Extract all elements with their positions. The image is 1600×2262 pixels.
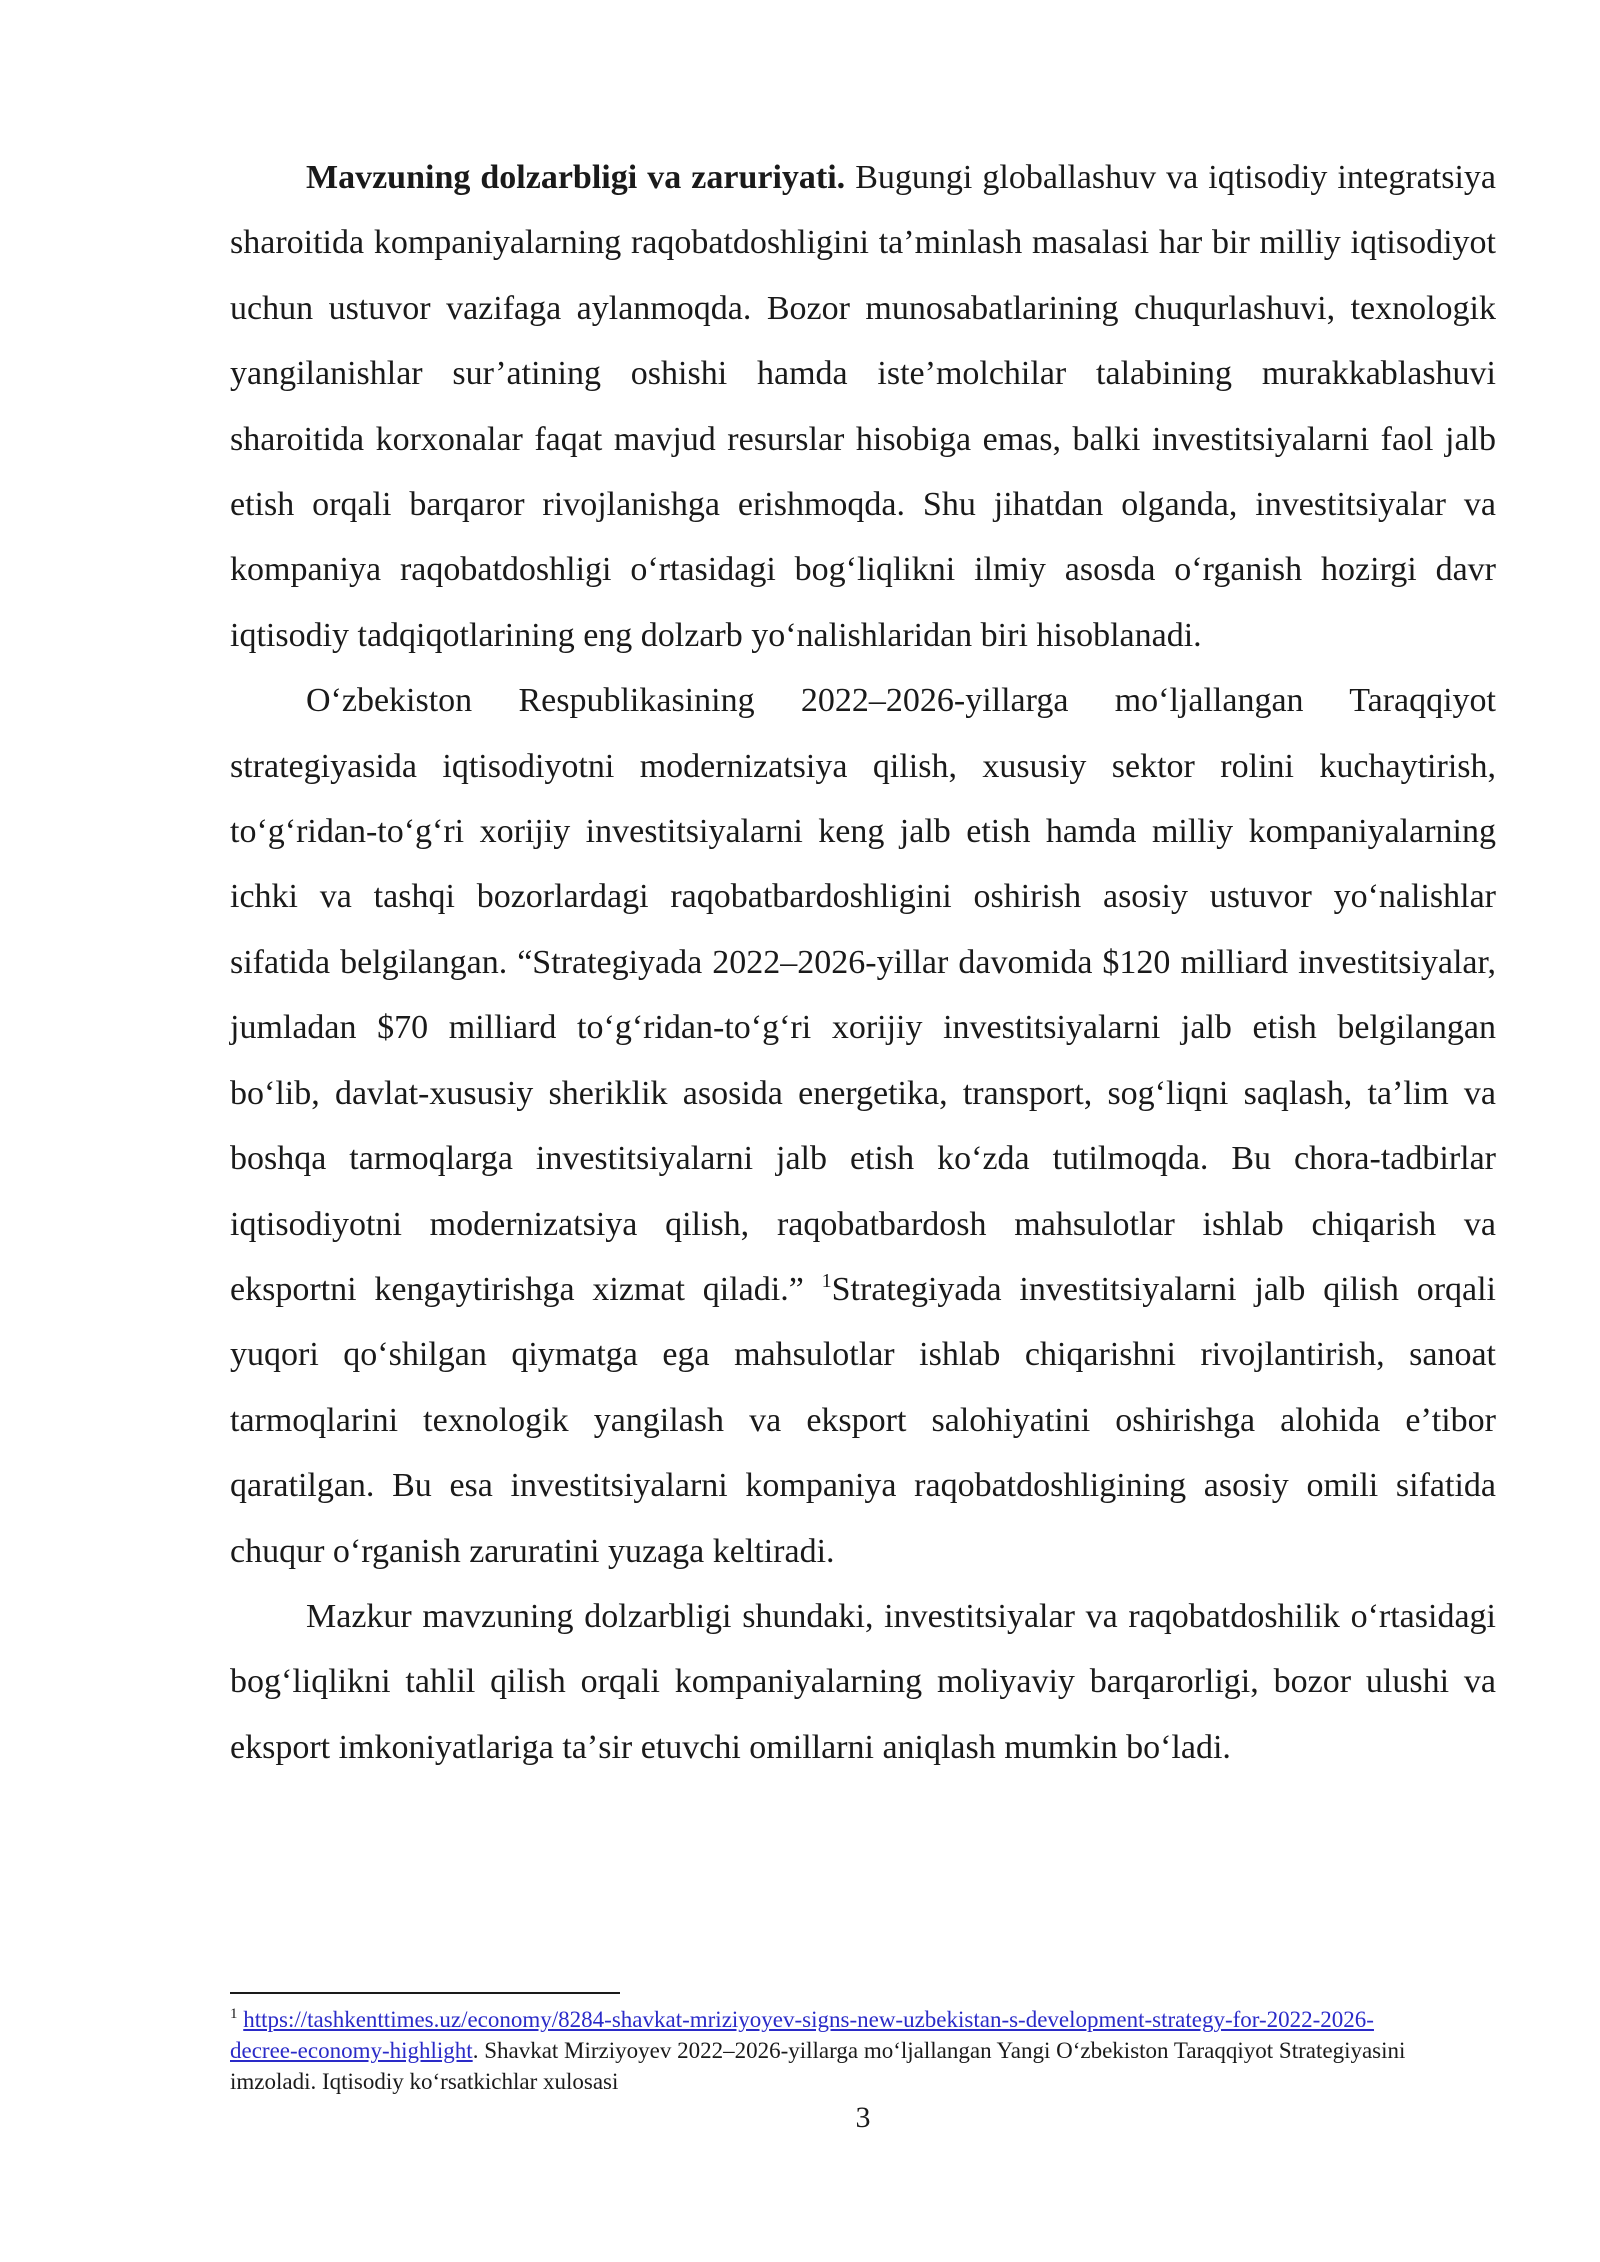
footnote-separator [230,1992,620,1994]
paragraph-text: Bugungi globallashuv va iqtisodiy integratsiya sharoitida kompaniyalarning raqobatdoshligini ta’minlash masalasi har bir milliy iqtisodiyot uchun ustuvor vazifaga aylanmoqda. Bozor munosabatlarining chuqurlashuvi, texnologik yangilanishlar sur’atining oshishi hamda iste’molchilar talabining murakkablashuvi sharoitida korxonalar faqat mavjud resurslar hisobiga emas, balki investitsiyalarni faol jalb etish orqali barqaror rivojlanishga erishmoqda. Shu jihatdan olganda, investitsiyalar va kompaniya raqobatdoshligi oʻrtasidagi bogʻliqlikni ilmiy asosda oʻrganish hozirgi davr iqtisodiy tadqiqotlarining eng dolzarb yoʻnalishlaridan biri hisoblanadi. [230,159,1496,654]
paragraph-conclusion [230,1584,1496,1780]
paragraph-text: Strategiyada investitsiyalarni jalb qilish orqali yuqori qoʻshilgan qiymatga ega mahsulotlar ishlab chiqarishni rivojlantirish, sanoat tarmoqlarini texnologik yangilash va eksport salohiyatini oshirishga alohida eʼtibor qaratilgan. Bu esa investitsiyalarni kompaniya raqobatdoshligining asosiy omili sifatida chuqur oʻrganish zaruratini yuzaga keltiradi. [230,1270,1496,1570]
footnote-reference[interactable]: 1 [821,1269,832,1292]
footnote-source-link[interactable]: https://tashkenttimes.uz/economy/8284-shavkat-mriziyoyev-signs-new-uzbekistan-s-development-strategy-for-2022-2026-decree-economy-highlight [230,2007,1374,2063]
body-text [230,145,1496,1780]
paragraph-relevance [230,145,1496,668]
page-number: 3 [855,2101,871,2134]
paragraph-text: Mazkur mavzuning dolzarbligi shundaki, investitsiyalar va raqobatdoshilik oʻrtasidagi bogʻliqlikni tahlil qilish orqali kompaniyalarning moliyaviy barqarorligi, bozor ulushi va eksport imkoniyatlariga taʼsir etuvchi omillarni aniqlash mumkin boʻladi. [230,1597,1496,1766]
section-lead-heading: Mavzuning dolzarbligi va zaruriyati. [306,159,846,196]
paragraph-strategy [230,668,1496,1584]
footnote-mark: 1 [230,2006,238,2022]
paragraph-text: Oʻzbekiston Respublikasining 2022–2026-yillarga moʻljallangan Taraqqiyot strategiyasida iqtisodiyotni modernizatsiya qilish, xususiy sektor rolini kuchaytirish, toʻgʻridan-toʻgʻri xorijiy investitsiyalarni keng jalb etish hamda milliy kompaniyalarning ichki va tashqi bozorlardagi raqobatbardoshligini oshirish asosiy ustuvor yoʻnalishlar sifatida belgilangan. “Strategiyada 2022–2026-yillar davomida $120 milliard investitsiyalar, jumladan $70 milliard toʻgʻridan-toʻgʻri xorijiy investitsiyalarni jalb etish belgilangan boʻlib, davlat-xususiy sheriklik asosida energetika, transport, sogʻliqni saqlash, taʼlim va boshqa tarmoqlarga investitsiyalarni jalb etish koʻzda tutilmoqda. Bu chora-tadbirlar iqtisodiyotni modernizatsiya qilish, raqobatbardosh mahsulotlar ishlab chiqarish va eksportni kengaytirishga xizmat qiladi.” [230,682,1496,1308]
footnote [230,2004,1430,2097]
footnote-text: . Shavkat Mirziyoyev 2022–2026-yillarga moʻljallangan Yangi Oʻzbekiston Taraqqiyot Strategiyasini imzoladi. Iqtisodiy koʻrsatkichlar xulosasi [230,2038,1406,2094]
